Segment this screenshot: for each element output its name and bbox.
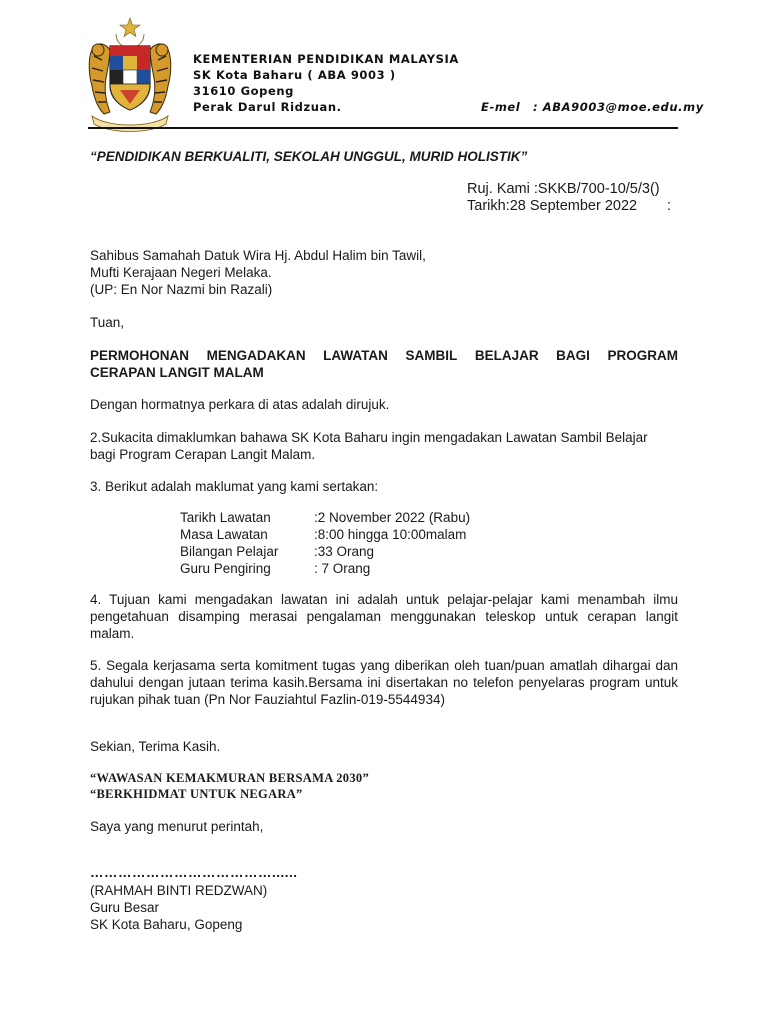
closing-yours: Saya yang menurut perintah, — [90, 819, 264, 834]
coat-of-arms-icon — [86, 16, 174, 132]
detail-value: : 7 Orang — [314, 561, 371, 576]
signatory-title: Guru Besar — [90, 900, 160, 915]
detail-label: Guru Pengiring — [180, 561, 271, 576]
subject-word: BAGI — [556, 348, 590, 363]
paragraph-2: 2.Sukacita dimaklumkan bahawa SK Kota Baharu ingin mengadakan Lawatan Sambil Belajar bagi Program Cerapan Langit Malam. — [90, 430, 648, 462]
visit-details-table — [180, 509, 470, 577]
recipient-attention: (UP: En Nor Nazmi bin Razali) — [90, 282, 273, 297]
salutation: Tuan, — [90, 315, 125, 330]
detail-value: :2 November 2022 (Rabu) — [314, 510, 471, 525]
paragraph-4: 4. Tujuan kami mengadakan lawatan ini adalah untuk pelajar-pelajar kami menambah ilmu pengetahuan disamping merasai pengalaman menggunakan teleskop untuk cerapan langit malam. — [90, 592, 678, 641]
detail-label: Tarikh Lawatan — [180, 510, 271, 525]
paragraph-3: 3. Berikut adalah maklumat yang kami sertakan: — [90, 479, 379, 494]
signature-line: …………………………………...... — [90, 865, 298, 880]
subject-word: PROGRAM — [607, 348, 678, 363]
detail-label: Bilangan Pelajar — [180, 544, 279, 559]
header-divider — [88, 127, 678, 129]
org-name: KEMENTERIAN PENDIDIKAN MALAYSIA — [193, 52, 459, 66]
table-row — [180, 560, 470, 577]
school-name: SK Kota Baharu ( ABA 9003 ) — [193, 68, 396, 82]
closing-thanks: Sekian, Terima Kasih. — [90, 739, 221, 754]
subject-word: LAWATAN — [323, 348, 388, 363]
school-motto: “PENDIDIKAN BERKUALITI, SEKOLAH UNGGUL, MURID HOLISTIK” — [90, 149, 528, 164]
signatory-school: SK Kota Baharu, Gopeng — [90, 917, 243, 932]
table-row — [180, 526, 470, 543]
recipient-title: Mufti Kerajaan Negeri Melaka. — [90, 265, 272, 280]
detail-label: Masa Lawatan — [180, 527, 268, 542]
paragraph-1: Dengan hormatnya perkara di atas adalah dirujuk. — [90, 397, 390, 412]
letter-subject — [90, 347, 678, 381]
letter-date-suffix: : — [667, 198, 672, 214]
signatory-name: (RAHMAH BINTI REDZWAN) — [90, 883, 268, 898]
email-label: E-mel — [481, 100, 521, 114]
recipient-name: Sahibus Samahah Datuk Wira Hj. Abdul Halim bin Tawil, — [90, 248, 426, 263]
slogan-2: “BERKHIDMAT UNTUK NEGARA” — [90, 787, 303, 801]
paragraph-5: 5. Segala kerjasama serta komitment tugas yang diberikan oleh tuan/puan amatlah dihargai dan dahului dengan jutaan terima kasih.Bersama ini disertakan no telefon penyelaras program untuk rujukan pihak tuan (Pn Nor Fauziahtul Fazlin-019-5544934) — [90, 658, 678, 707]
reference-number: Ruj. Kami :SKKB/700-10/5/3() — [467, 181, 660, 197]
subject-word: MENGADAKAN — [206, 348, 306, 363]
letter-date: Tarikh:28 September 2022 — [467, 198, 638, 214]
table-row — [180, 543, 470, 560]
subject-word: PERMOHONAN — [90, 348, 190, 363]
subject-word: BELAJAR — [474, 348, 539, 363]
detail-value: :8:00 hingga 10:00malam — [314, 527, 467, 542]
subject-line-2: CERAPAN LANGIT MALAM — [90, 365, 264, 380]
school-postcode: 31610 Gopeng — [193, 84, 295, 98]
subject-word: SAMBIL — [405, 348, 458, 363]
slogan-1: “WAWASAN KEMAKMURAN BERSAMA 2030” — [90, 771, 370, 785]
subject-line-1 — [90, 347, 678, 364]
table-row — [180, 509, 470, 526]
email-link[interactable]: : ABA9003@moe.edu.my — [533, 100, 704, 114]
school-state: Perak Darul Ridzuan. — [193, 100, 342, 114]
detail-value: :33 Orang — [314, 544, 375, 559]
